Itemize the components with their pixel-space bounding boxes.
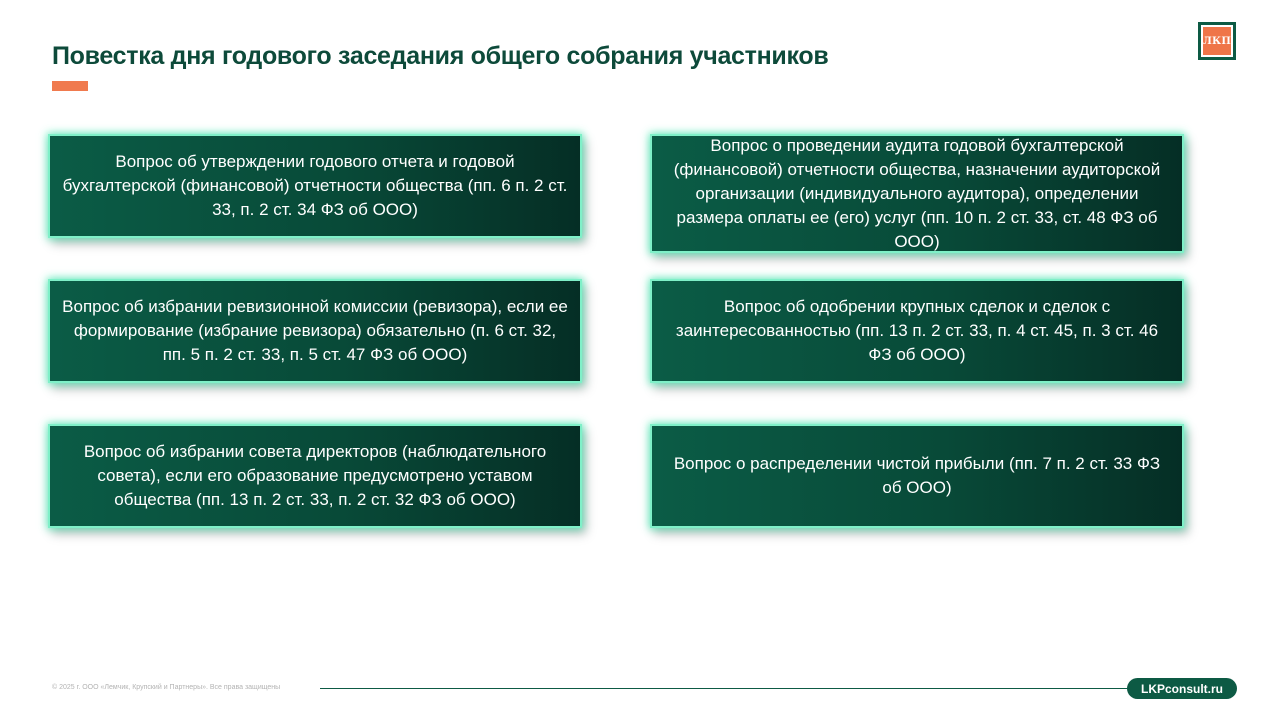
agenda-item-board-of-directors — [48, 424, 582, 528]
agenda-item-annual-report — [48, 134, 582, 238]
agenda-item-audit — [650, 134, 1184, 253]
agenda-item-major-transactions — [650, 279, 1184, 383]
footer-divider — [320, 688, 1140, 689]
title-accent-bar — [52, 81, 88, 91]
agenda-item-text: Вопрос об одобрении крупных сделок и сделок с заинтересованностью (пп. 13 п. 2 ст. 33, п. 4 ст. 45, п. 3 ст. 46 ФЗ об ООО) — [675, 297, 1159, 364]
agenda-item-text: Вопрос о распределении чистой прибыли (пп. 7 п. 2 ст. 33 ФЗ об ООО) — [673, 454, 1161, 497]
agenda-item-audit-commission — [48, 279, 582, 383]
page-title: Повестка дня годового заседания общего собрания участников — [52, 42, 829, 70]
website-link[interactable]: LKPconsult.ru — [1127, 678, 1237, 699]
footer-copyright: © 2025 г. ООО «Лемчик, Крупский и Партнеры». Все права защищены — [52, 684, 281, 691]
agenda-item-text: Вопрос об избрании совета директоров (наблюдательного совета), если его образование предусмотрено уставом общества (пп. 13 п. 2 ст. 33, п. 2 ст. 32 ФЗ об ООО) — [83, 442, 547, 509]
agenda-item-text: Вопрос о проведении аудита годовой бухгалтерской (финансовой) отчетности общества, назначении аудиторской организации (индивидуального аудитора), определении размера оплаты ее (его) услуг (пп. 10 п. 2 ст. 33, ст. 48 ФЗ об ООО) — [673, 135, 1161, 251]
agenda-item-profit-distribution — [650, 424, 1184, 528]
company-logo — [1198, 22, 1236, 60]
logo-text: ЛКП — [1203, 27, 1231, 55]
agenda-item-text: Вопрос об утверждении годового отчета и годовой бухгалтерской (финансовой) отчетности общества (пп. 6 п. 2 ст. 33, п. 2 ст. 34 ФЗ об ООО) — [62, 152, 568, 219]
agenda-item-text: Вопрос об избрании ревизионной комиссии (ревизора), если ее формирование (избрание ревизора) обязательно (п. 6 ст. 32, пп. 5 п. 2 ст. 33, п. 5 ст. 47 ФЗ об ООО) — [62, 297, 568, 364]
